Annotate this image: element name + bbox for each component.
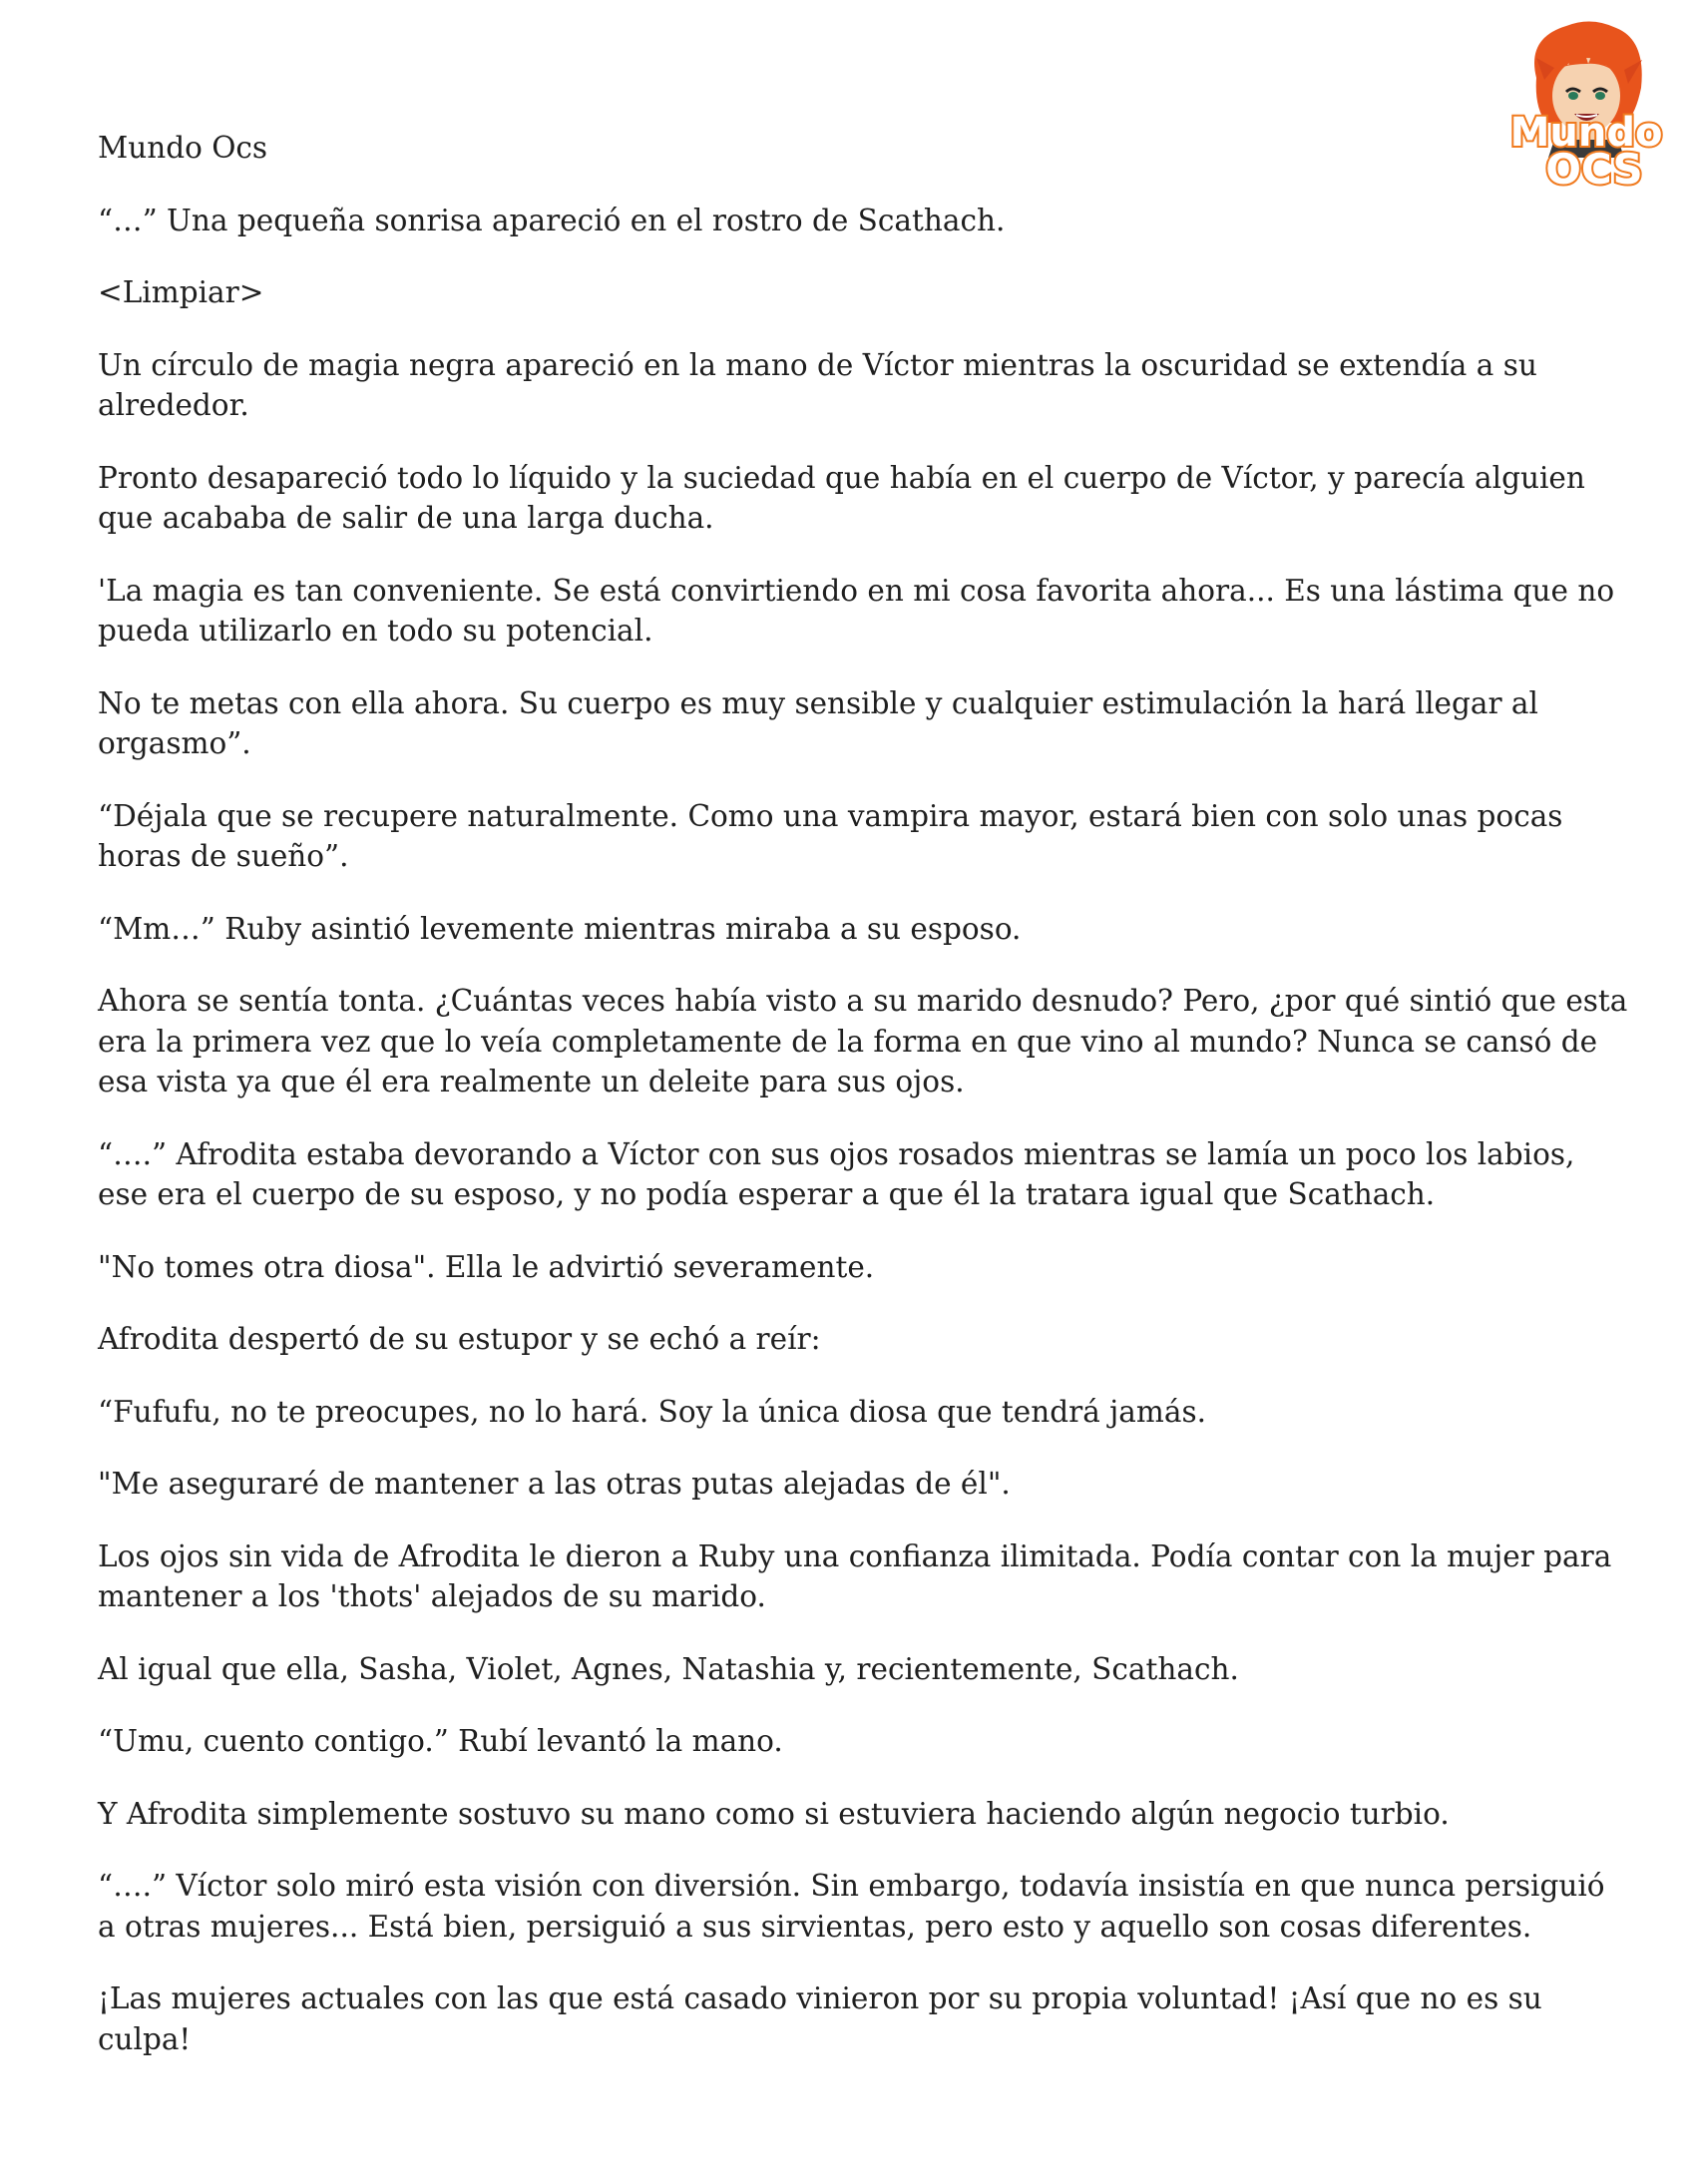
paragraph: 'La magia es tan conveniente. Se está convirtiendo en mi cosa favorita ahora... Es una lástima que no pueda utilizarlo en todo su potencial. [98,573,1615,648]
paragraph: <Limpiar> [98,275,264,309]
paragraph: “Mm…” Ruby asintió levemente mientras miraba a su esposo. [98,911,1022,946]
paragraph: Al igual que ella, Sasha, Violet, Agnes, Natashia y, recientemente, Scathach. [98,1651,1239,1686]
paragraph: Un círculo de magia negra apareció en la mano de Víctor mientras la oscuridad se extendía a su alrededor. [98,347,1537,422]
paragraph: Pronto desapareció todo lo líquido y la suciedad que había en el cuerpo de Víctor, y parecía alguien que acababa de salir de una larga ducha. [98,460,1585,535]
logo-text-line1: Mundo [1509,110,1663,156]
paragraph: ¡Las mujeres actuales con las que está casado vinieron por su propia voluntad! ¡Así que no es su culpa! [98,1981,1542,2056]
paragraph: "No tomes otra diosa". Ella le advirtió severamente. [98,1249,875,1284]
paragraph: Y Afrodita simplemente sostuvo su mano como si estuviera haciendo algún negocio turbio. [98,1796,1450,1831]
paragraph: “….” Víctor solo miró esta visión con diversión. Sin embargo, todavía insistía en que nunca persiguió a otras mujeres... Está bien, persiguió a sus sirvientas, pero esto y aquello son cosas diferentes. [98,1869,1605,1944]
paragraph: No te metas con ella ahora. Su cuerpo es muy sensible y cualquier estimulación la hará llegar al orgasmo”. [98,685,1538,760]
document-body [98,128,1629,2091]
paragraph: Los ojos sin vida de Afrodita le dieron a Ruby una confianza ilimitada. Podía contar con la mujer para mantener a los 'thots' alejados de su marido. [98,1538,1612,1613]
document-header: Mundo Ocs [98,131,268,165]
paragraph: “Umu, cuento contigo.” Rubí levantó la mano. [98,1724,783,1758]
paragraph: "Me aseguraré de mantener a las otras putas alejadas de él". [98,1467,1011,1501]
paragraph: “Déjala que se recupere naturalmente. Como una vampira mayor, estará bien con solo unas pocas horas de sueño”. [98,798,1563,873]
paragraph: “….” Afrodita estaba devorando a Víctor con sus ojos rosados mientras se lamía un poco los labios, ese era el cuerpo de su esposo, y no podía esperar a que él la tratara igual que Scathach. [98,1136,1575,1211]
logo-text-line2: OCS [1545,145,1643,190]
paragraph: Ahora se sentía tonta. ¿Cuántas veces había visto a su marido desnudo? Pero, ¿por qué sintió que esta era la primera vez que lo veía completamente de la forma en que vino al mundo? Nunca se cansó de esa vista ya que él era realmente un deleite para sus ojos. [98,984,1628,1098]
paragraph: “…” Una pequeña sonrisa apareció en el rostro de Scathach. [98,203,1006,237]
paragraph: “Fufufu, no te preocupes, no lo hará. Soy la única diosa que tendrá jamás. [98,1394,1206,1429]
paragraph: Afrodita despertó de su estupor y se echó a reír: [98,1322,821,1356]
